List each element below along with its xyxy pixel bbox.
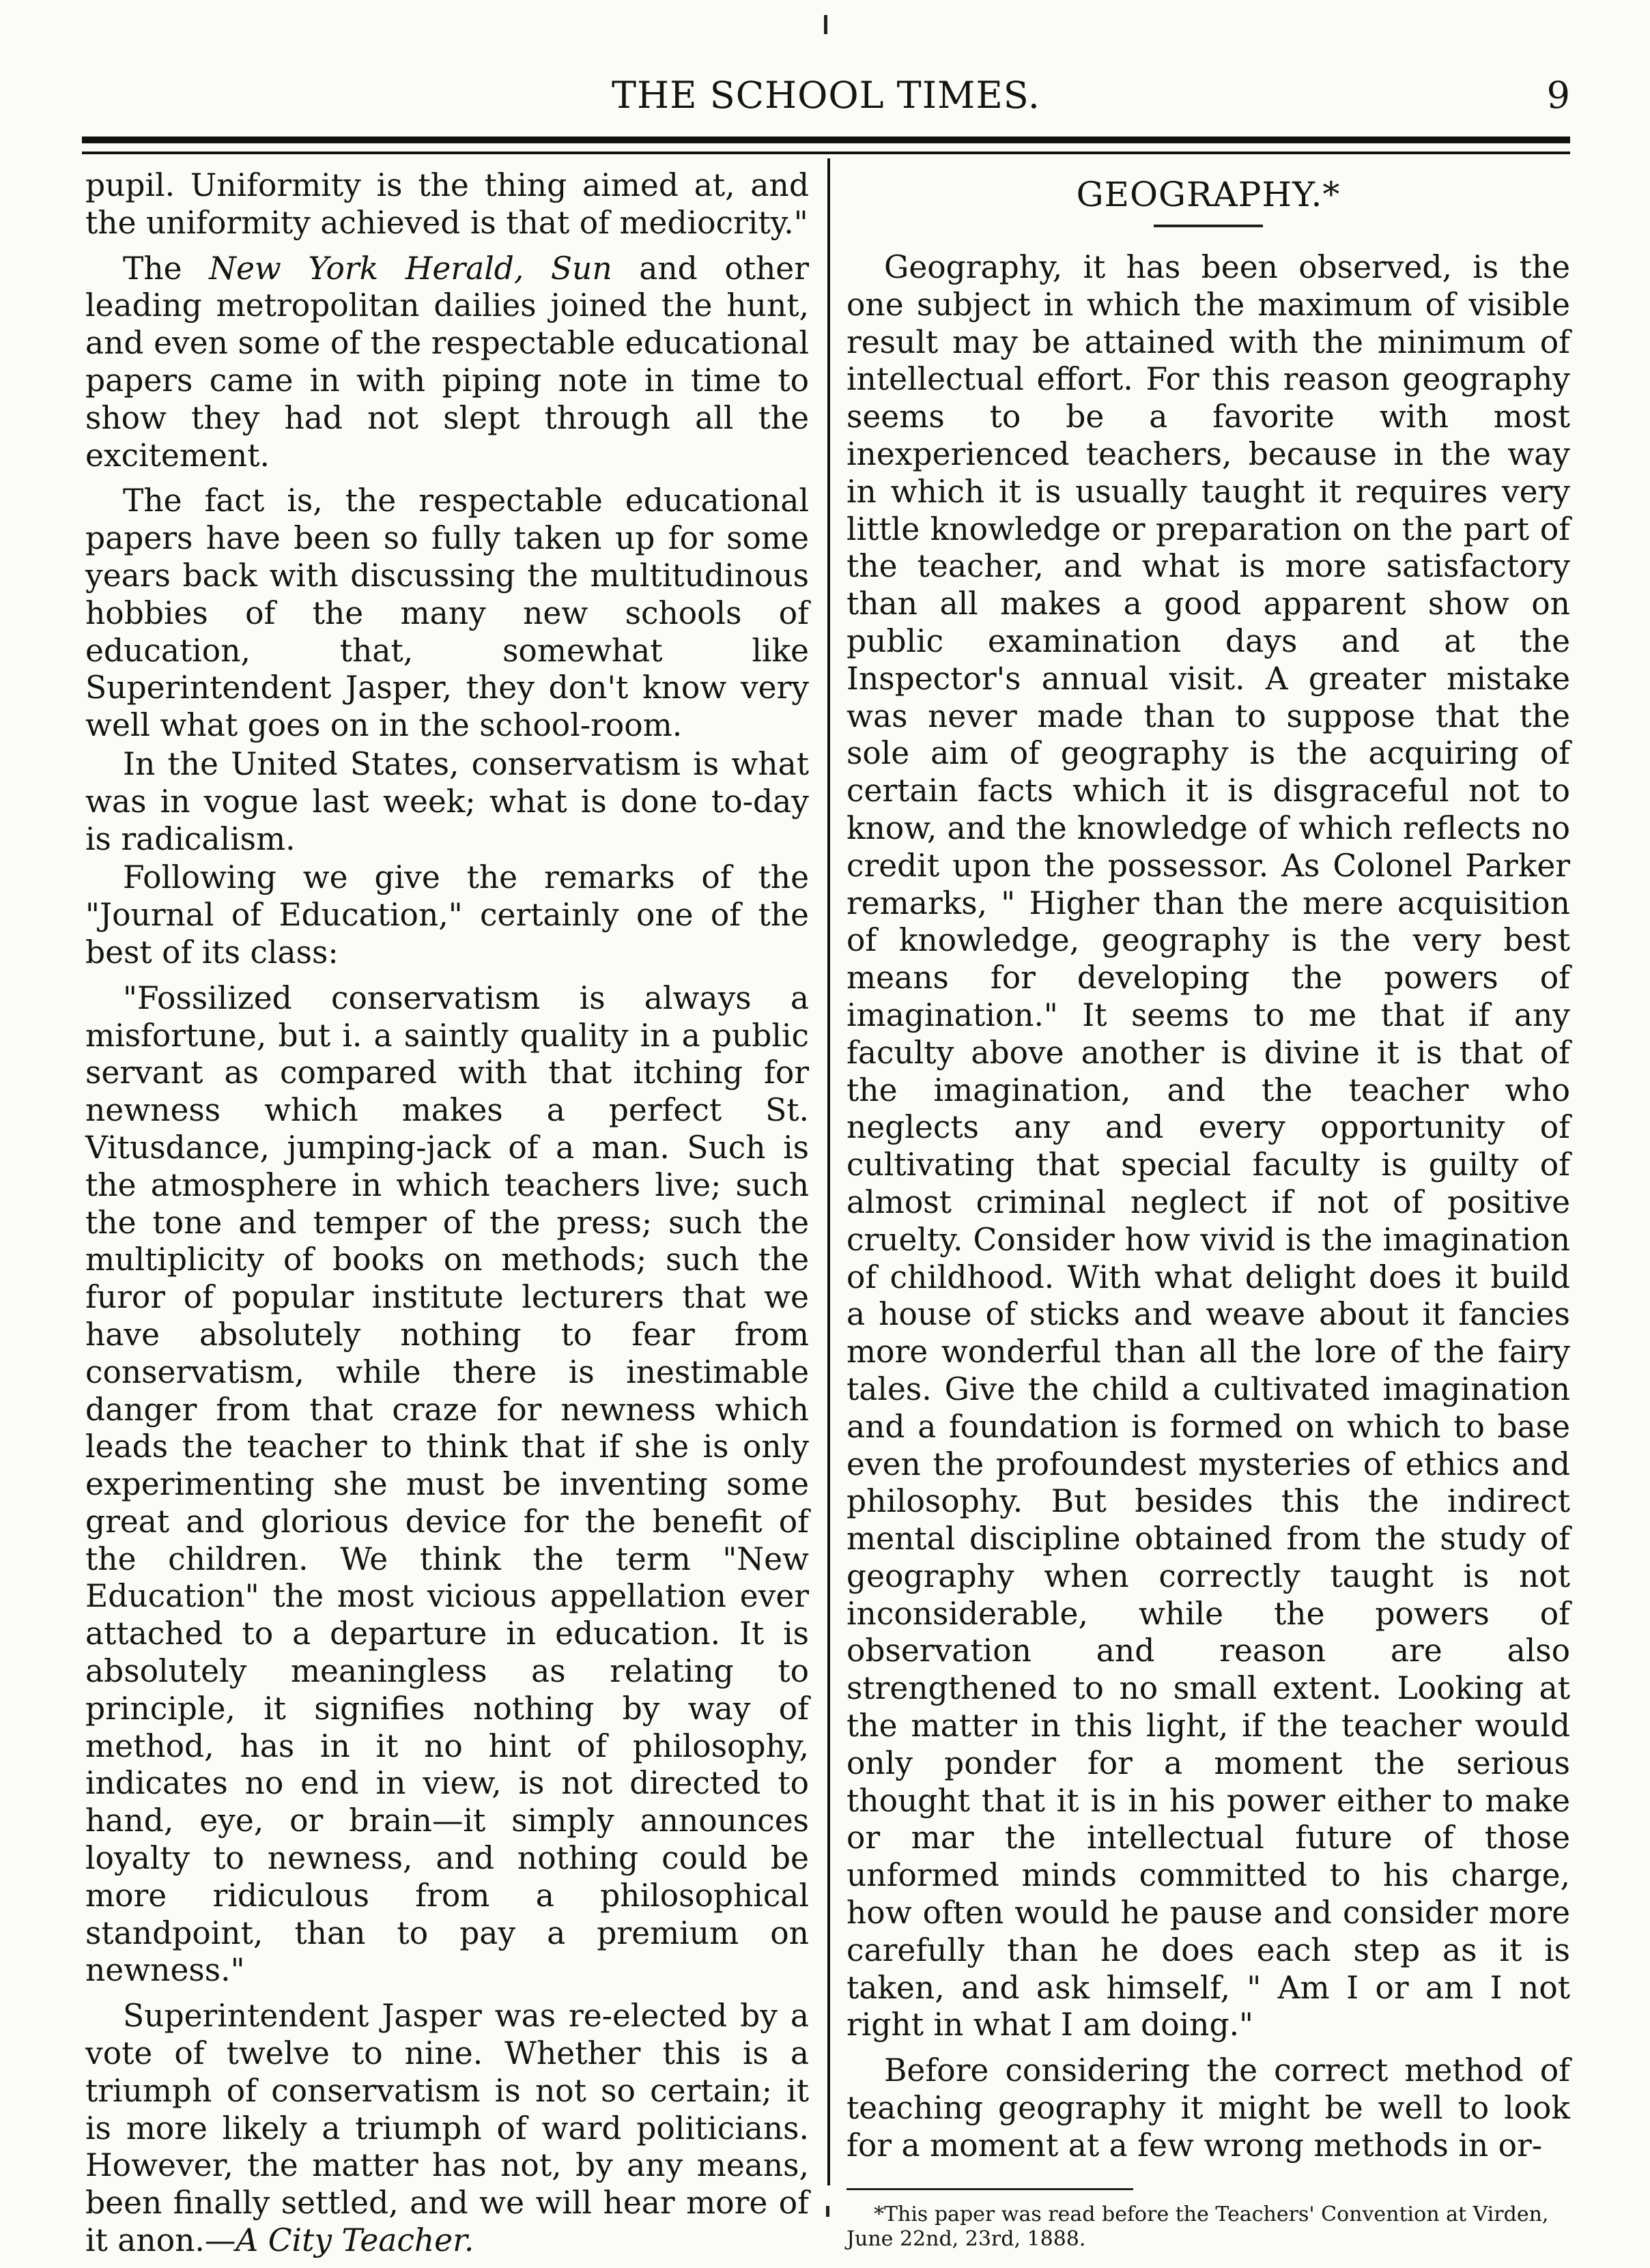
paragraph: Geography, it has been observed, is the one subject in which the maximum of visible result may be attained with the minimum of intellectual effort. For this reason geography seems to be a favorite with most inexperienced teachers, because in the way in which it is usually taught it requires very little knowledge or preparation on the part of the teacher, and what is more satisfactory than all makes a good apparent show on public examination days and at the Inspector's annual visit. A greater mistake was never made than to suppose that the sole aim of geography is the acquiring of certain facts which it is disgraceful not to know, and the knowledge of which reflects no credit upon the possessor. As Colonel Parker remarks, " Higher than the mere acquisition of knowledge, geography is the very best means for developing the powers of imagination." It seems to me that if any faculty above another is divine it is that of the imagination, and the teacher who neglects any and every opportunity of cultivating that special faculty is guilty of almost criminal neglect if not of positive cruelty. Consider how vivid is the imagination of childhood. With what delight does it build a house of sticks and weave about it fancies more wonderful than all the lore of the fairy tales. Give the child a cultivated imagination and a foundation is formed on which to base even the profoundest mysteries of ethics and philosophy. But besides this the indirect mental discipline obtained from the study of geography when correctly taught is not inconsiderable, while the powers of observation and reason are also strengthened to no small extent. Looking at the matter in this light, if the teacher would only ponder for a moment the serious thought that it is in his power either to make or mar the intellectual future of those unformed minds committed to his charge, how often would he pause and consider more carefully than he does each step as it is taken, and ask himself, " Am I or am I not right in what I am doing." <box>847 249 1570 2043</box>
header-rule-thin <box>82 152 1570 154</box>
paragraph: Before considering the correct method of teaching geography it might be well to look for a moment at a few wrong methods in or- <box>847 2052 1570 2164</box>
italic-run: New York Herald, <box>209 250 524 287</box>
paragraph: In the United States, conservatism is what was in vogue last week; what is done to-day is radicalism. <box>85 745 809 857</box>
signature: A City Teacher. <box>236 2222 474 2259</box>
text-run: Superintendent Jasper was re-elected by a vote of twelve to nine. Whether this is a triumph of conservatism is not so certain; it is more likely a triumph of ward politicians. However, the matter has not, by any means, been finally settled, and we will hear more of it anon.— <box>85 1998 809 2259</box>
left-column <box>85 167 809 2268</box>
paragraph: The fact is, the respectable educational papers have been so fully taken up for some years back with discussing the multitudinous hobbies of the many new schools of education, that, somewhat like Superintendent Jasper, they don't know very well what goes on in the school-room. <box>85 483 809 744</box>
quoted-paragraph: "Fossilized conservatism is always a misfortune, but i. a saintly quality in a public servant as compared with that itching for newness which makes a perfect St. Vitusdance, jumping-jack of a man. Such is the atmosphere in which teachers live; such the tone and temper of the press; such the multiplicity of books on methods; such the furor of popular institute lecturers that we have absolutely nothing to fear from conservatism, while there is inestimable danger from that craze for newness which leads the teacher to think that if she is only experimenting she must be inventing some great and glorious device for the benefit of the children. We think the term "New Education" the most vicious appellation ever attached to a departure in education. It is absolutely meaningless as relating to principle, it signifies nothing by way of method, has in it no hint of philosophy, indicates no end in view, is not directed to hand, eye, or brain—it simply announces loyalty to newness, and nothing could be more ridiculous from a philosophical standpoint, than to pay a premium on newness." <box>85 979 809 1989</box>
paragraph: Following we give the remarks of the "Journal of Education," certainly one of the best of its class: <box>85 859 809 971</box>
article-heading: GEOGRAPHY.* <box>1076 175 1341 214</box>
page-header <box>82 74 1570 121</box>
paragraph: pupil. Uniformity is the thing aimed at, and the uniformity achieved is that of mediocrity." <box>85 167 809 241</box>
column-divider <box>827 158 830 2185</box>
page-number: 9 <box>1546 74 1570 117</box>
paragraph <box>85 1998 809 2260</box>
text-run: The <box>123 250 210 287</box>
right-column <box>847 167 1570 2252</box>
running-title: THE SCHOOL TIMES. <box>612 74 1040 117</box>
footnote <box>847 2202 1570 2252</box>
paragraph <box>85 250 809 475</box>
text-run <box>524 250 551 287</box>
footnote-rule <box>847 2188 1133 2190</box>
text-run: and other leading metropolitan dailies joined the hunt, and even some of the respectable educational papers came in with piping note in time to show they had not slept through all the excitement. <box>85 250 809 474</box>
print-speck <box>824 15 827 34</box>
print-speck <box>826 2206 829 2217</box>
heading-rule <box>1154 225 1263 227</box>
header-rule-thick <box>82 137 1570 143</box>
footnote-text: *This paper was read before the Teachers' Convention at Virden, June 22nd, 23rd, 1888. <box>847 2202 1549 2251</box>
italic-run: Sun <box>550 250 612 287</box>
